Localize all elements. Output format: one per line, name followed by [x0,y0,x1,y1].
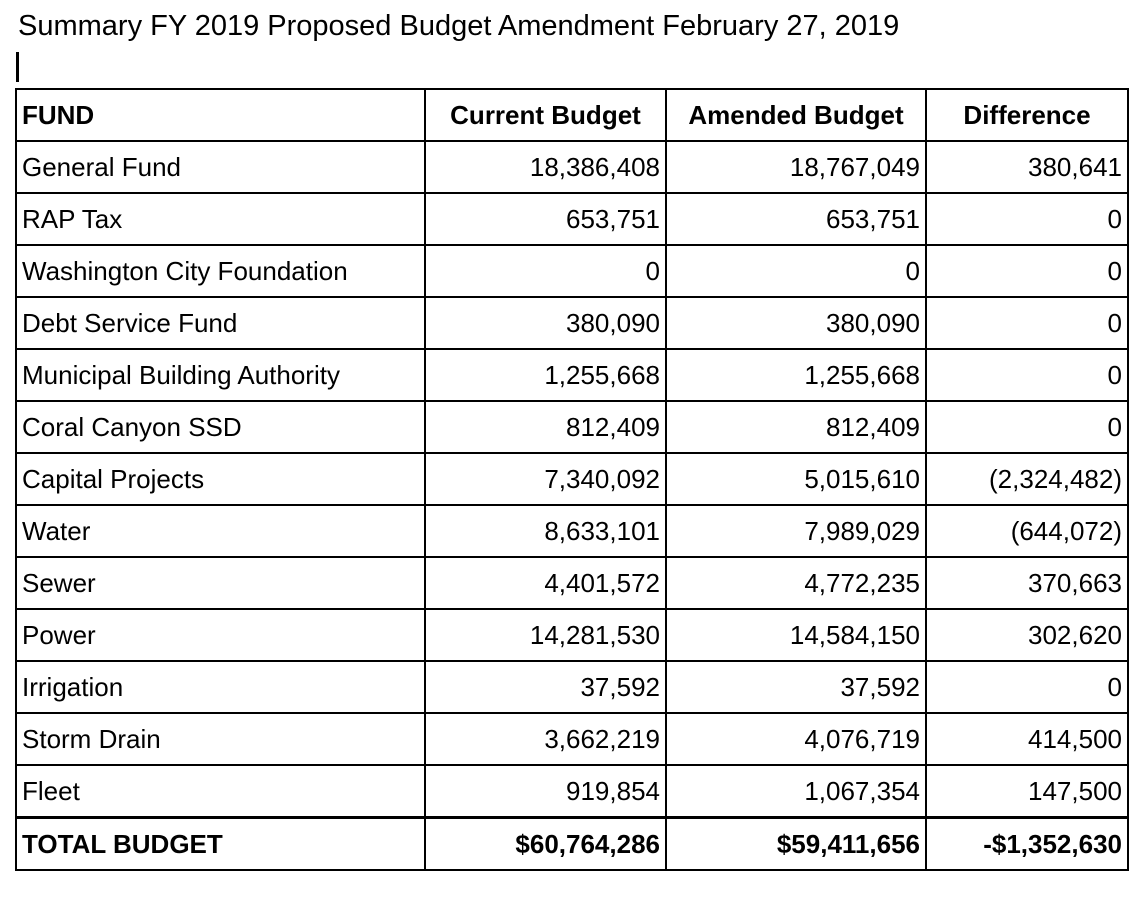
total-fund-cell: TOTAL BUDGET [16,818,425,871]
fund-cell: General Fund [16,141,425,193]
difference-cell: 147,500 [926,765,1128,818]
total-row [16,818,1128,871]
document-title: Summary FY 2019 Proposed Budget Amendment February 27, 2019 [18,10,900,42]
amended-budget-cell: 380,090 [666,297,926,349]
amended-budget-cell: 653,751 [666,193,926,245]
fund-cell: Storm Drain [16,713,425,765]
header-fund: FUND [16,89,425,141]
amended-budget-cell: 812,409 [666,401,926,453]
table-row [16,349,1128,401]
difference-cell: 0 [926,349,1128,401]
difference-cell: 0 [926,193,1128,245]
header-current-budget: Current Budget [425,89,666,141]
table-row [16,453,1128,505]
current-budget-cell: 4,401,572 [425,557,666,609]
amended-budget-cell: 14,584,150 [666,609,926,661]
current-budget-cell: 0 [425,245,666,297]
current-budget-cell: 8,633,101 [425,505,666,557]
table-header-row [16,89,1128,141]
total-amended-cell: $59,411,656 [666,818,926,871]
table-row [16,609,1128,661]
difference-cell: 370,663 [926,557,1128,609]
table-row [16,661,1128,713]
header-difference: Difference [926,89,1128,141]
current-budget-cell: 919,854 [425,765,666,818]
fund-cell: Debt Service Fund [16,297,425,349]
current-budget-cell: 14,281,530 [425,609,666,661]
fund-cell: Water [16,505,425,557]
amended-budget-cell: 4,076,719 [666,713,926,765]
amended-budget-cell: 5,015,610 [666,453,926,505]
amended-budget-cell: 37,592 [666,661,926,713]
current-budget-cell: 1,255,668 [425,349,666,401]
current-budget-cell: 653,751 [425,193,666,245]
budget-table [15,88,1129,871]
amended-budget-cell: 7,989,029 [666,505,926,557]
table-row [16,557,1128,609]
total-current-cell: $60,764,286 [425,818,666,871]
fund-cell: RAP Tax [16,193,425,245]
fund-cell: Power [16,609,425,661]
header-amended-budget: Amended Budget [666,89,926,141]
current-budget-cell: 7,340,092 [425,453,666,505]
fund-cell: Municipal Building Authority [16,349,425,401]
difference-cell: 0 [926,401,1128,453]
amended-budget-cell: 0 [666,245,926,297]
table-row [16,193,1128,245]
current-budget-cell: 18,386,408 [425,141,666,193]
difference-cell: (2,324,482) [926,453,1128,505]
difference-cell: 380,641 [926,141,1128,193]
amended-budget-cell: 4,772,235 [666,557,926,609]
table-row [16,401,1128,453]
table-row [16,245,1128,297]
table-body [16,141,1128,870]
text-cursor [16,52,19,82]
fund-cell: Washington City Foundation [16,245,425,297]
table-row [16,505,1128,557]
current-budget-cell: 380,090 [425,297,666,349]
current-budget-cell: 37,592 [425,661,666,713]
amended-budget-cell: 1,067,354 [666,765,926,818]
table-row [16,765,1128,818]
fund-cell: Capital Projects [16,453,425,505]
current-budget-cell: 812,409 [425,401,666,453]
current-budget-cell: 3,662,219 [425,713,666,765]
table-row [16,713,1128,765]
table-row [16,141,1128,193]
table-row [16,297,1128,349]
fund-cell: Fleet [16,765,425,818]
difference-cell: 0 [926,245,1128,297]
difference-cell: 0 [926,297,1128,349]
fund-cell: Irrigation [16,661,425,713]
difference-cell: (644,072) [926,505,1128,557]
fund-cell: Sewer [16,557,425,609]
difference-cell: 302,620 [926,609,1128,661]
total-difference-cell: -$1,352,630 [926,818,1128,871]
difference-cell: 414,500 [926,713,1128,765]
fund-cell: Coral Canyon SSD [16,401,425,453]
amended-budget-cell: 18,767,049 [666,141,926,193]
difference-cell: 0 [926,661,1128,713]
amended-budget-cell: 1,255,668 [666,349,926,401]
